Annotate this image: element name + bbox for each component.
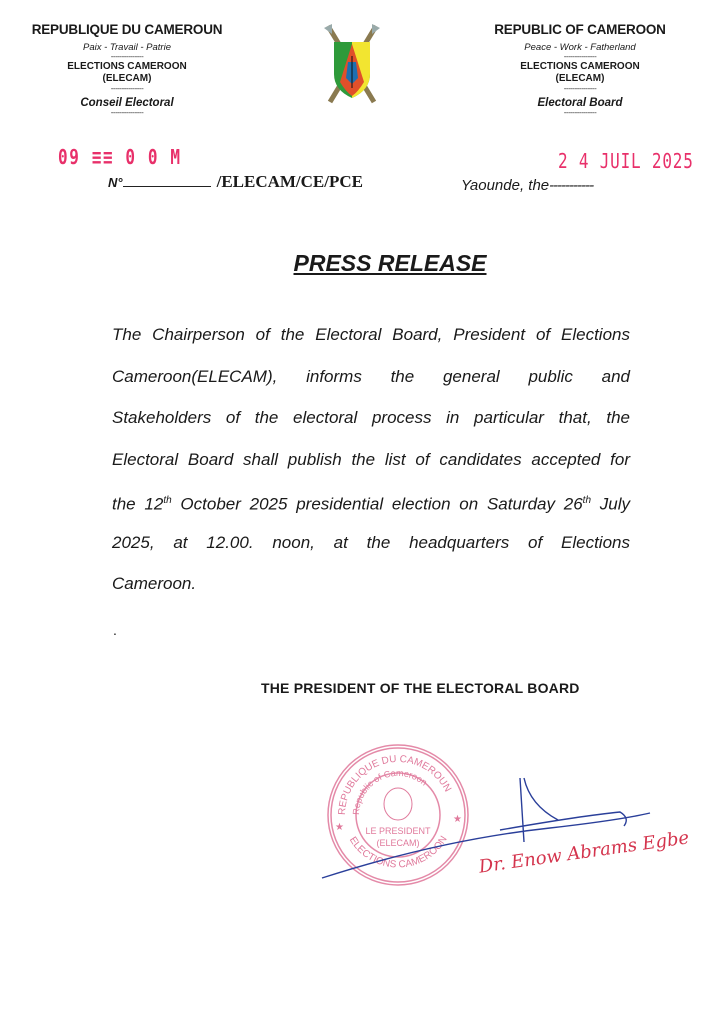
- body-line: The Chairperson of the Electoral Board, President of Elections: [112, 325, 630, 344]
- svg-text:ELECTIONS CAMEROON: ELECTIONS CAMEROON: [346, 834, 450, 871]
- date-line: [461, 177, 593, 195]
- dept-fr: Conseil Electoral: [80, 97, 174, 109]
- superscript: th: [582, 495, 592, 506]
- svg-text:★: ★: [453, 814, 462, 825]
- header-left-french: [2, 22, 252, 117]
- body-line: Electoral Board shall publish the list of candidates accepted for: [112, 449, 630, 469]
- reference-line: [108, 172, 363, 193]
- motto-en: Peace - Work - Fatherland: [524, 42, 636, 53]
- number-blank: [123, 186, 211, 187]
- country-name-en: REPUBLIC OF CAMEROON: [494, 22, 666, 37]
- text: October 2025 presidential election on Saturday 26: [171, 494, 583, 514]
- text: July: [591, 494, 631, 514]
- dept-en: Electoral Board: [537, 97, 623, 109]
- page-title: PRESS RELEASE: [293, 250, 487, 276]
- org-name-fr: ELECTIONS CAMEROON: [67, 61, 187, 72]
- text: the 12: [112, 494, 164, 514]
- org-abbr-en: (ELECAM): [555, 73, 605, 84]
- org-abbr-fr: (ELECAM): [102, 73, 152, 84]
- date-label: Yaounde, the: [461, 177, 550, 194]
- divider: ---------------: [110, 84, 144, 93]
- motto-fr: Paix - Travail - Patrie: [83, 42, 171, 53]
- superscript: th: [163, 495, 172, 506]
- body-line: 2025, at 12.00. noon, at the headquarters of Elections: [112, 532, 630, 552]
- country-name-fr: REPUBLIQUE DU CAMEROUN: [31, 22, 223, 37]
- body-line: [112, 486, 630, 528]
- header-right-english: [455, 22, 705, 117]
- divider: ---------------: [563, 84, 597, 93]
- svg-text:LE PRESIDENT: LE PRESIDENT: [365, 826, 431, 836]
- number-label: N°: [108, 175, 123, 190]
- body-line: Cameroon(ELECAM), informs the general public and: [112, 366, 630, 386]
- stray-dot: .: [113, 622, 117, 638]
- date-dashes: -----------: [549, 177, 594, 194]
- body-line: Cameroon.: [112, 574, 197, 593]
- date-stamp: 2 4 JUIL 2025: [558, 149, 694, 173]
- reference-suffix: /ELECAM/CE/PCE: [216, 172, 363, 191]
- seal-text: REPUBLIQUE DU CAMEROUN: [336, 753, 454, 816]
- divider: ---------------: [110, 108, 144, 117]
- body-line: Stakeholders of the electoral process in particular that, the: [112, 408, 630, 427]
- svg-text:★: ★: [335, 822, 344, 833]
- org-name-en: ELECTIONS CAMEROON: [520, 61, 640, 72]
- signatory-name: Dr. Enow Abrams Egbe: [477, 827, 691, 878]
- seal-text: Republic of Cameroon: [350, 767, 430, 816]
- svg-text:(ELECAM): (ELECAM): [376, 838, 420, 848]
- reference-number-stamp: 09 ≡≡ 0 0 M: [58, 145, 182, 169]
- divider: ---------------: [563, 52, 597, 61]
- body-text: [112, 320, 630, 611]
- divider: ---------------: [563, 108, 597, 117]
- signatory-title: THE PRESIDENT OF THE ELECTORAL BOARD: [261, 680, 580, 696]
- coat-of-arms-icon: [322, 22, 382, 106]
- divider: ---------------: [110, 52, 144, 61]
